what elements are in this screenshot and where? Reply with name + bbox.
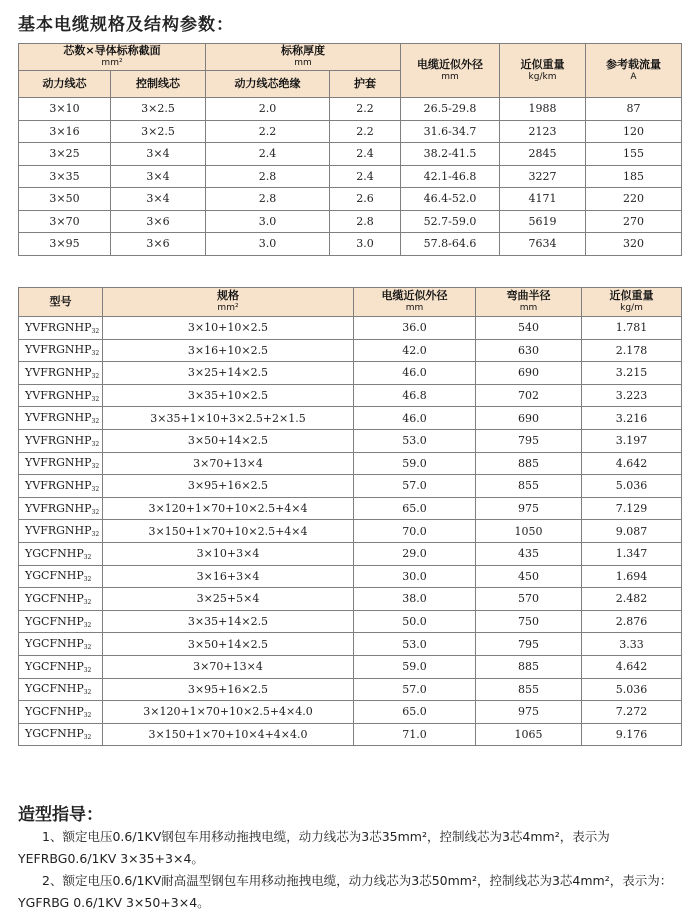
table-row bbox=[19, 723, 682, 746]
table-cell: 9.087 bbox=[582, 520, 682, 543]
table-cell: 50.0 bbox=[354, 610, 476, 633]
table-cell: 3.0 bbox=[206, 233, 330, 256]
table-cell: 42.0 bbox=[354, 339, 476, 362]
model-cell: $YVFRGNHP_{32}$ bbox=[19, 475, 103, 498]
table-cell: 42.1-46.8 bbox=[401, 165, 500, 188]
model-cell: $YVFRGNHP_{32}$ bbox=[19, 317, 103, 340]
header-control-core: 控制线芯 bbox=[111, 71, 206, 98]
table-cell: 53.0 bbox=[354, 633, 476, 656]
model-cell: $YGCFNHP_{32}$ bbox=[19, 588, 103, 611]
table-cell: 3×16+10×2.5 bbox=[103, 339, 354, 362]
table-row bbox=[19, 701, 682, 724]
table-row bbox=[19, 475, 682, 498]
table-cell: 2.8 bbox=[206, 165, 330, 188]
table-cell: 3×120+1×70+10×2.5+4×4 bbox=[103, 497, 354, 520]
header-sheath: 护套 bbox=[330, 71, 401, 98]
table-cell: 220 bbox=[586, 188, 682, 211]
table-cell: 30.0 bbox=[354, 565, 476, 588]
table-cell: 3×6 bbox=[111, 233, 206, 256]
table-cell: 885 bbox=[476, 655, 582, 678]
table-cell: 855 bbox=[476, 475, 582, 498]
guide-paragraph-1: 1、额定电压0.6/1KV钢包车用移动拖拽电缆，动力线芯为3芯35mm²，控制线芯为3芯4mm²，表示为YEFRBG0.6/1KV 3×35+3×4。 bbox=[18, 829, 610, 866]
table-row bbox=[19, 588, 682, 611]
table-cell: 3.33 bbox=[582, 633, 682, 656]
header-model: 型号 bbox=[19, 288, 103, 317]
table-cell: 3×25+5×4 bbox=[103, 588, 354, 611]
table-cell: 3×16+3×4 bbox=[103, 565, 354, 588]
table-cell: 3.0 bbox=[330, 233, 401, 256]
table-cell: 975 bbox=[476, 701, 582, 724]
table-cell: 702 bbox=[476, 384, 582, 407]
header-insulation: 动力线芯绝缘 bbox=[206, 71, 330, 98]
table-cell: 3×16 bbox=[19, 120, 111, 143]
table-row bbox=[19, 339, 682, 362]
table-cell: 3×50+14×2.5 bbox=[103, 633, 354, 656]
table-cell: 1065 bbox=[476, 723, 582, 746]
table-cell: 2.876 bbox=[582, 610, 682, 633]
table-cell: 2.178 bbox=[582, 339, 682, 362]
table-cell: 46.0 bbox=[354, 407, 476, 430]
table-row bbox=[19, 317, 682, 340]
header-core-section: 芯数×导体标称截面 mm² bbox=[19, 44, 206, 71]
table-cell: 3×35+14×2.5 bbox=[103, 610, 354, 633]
table-row bbox=[19, 188, 682, 211]
table-row bbox=[19, 497, 682, 520]
model-cell: $YVFRGNHP_{32}$ bbox=[19, 429, 103, 452]
table-cell: 65.0 bbox=[354, 701, 476, 724]
table-cell: 3.223 bbox=[582, 384, 682, 407]
table-cell: 57.8-64.6 bbox=[401, 233, 500, 256]
model-cell: $YVFRGNHP_{32}$ bbox=[19, 384, 103, 407]
table-cell: 3×35 bbox=[19, 165, 111, 188]
table-cell: 3×95 bbox=[19, 233, 111, 256]
model-cell: $YGCFNHP_{32}$ bbox=[19, 610, 103, 633]
table-cell: 46.4-52.0 bbox=[401, 188, 500, 211]
table-cell: 3227 bbox=[500, 165, 586, 188]
table-row bbox=[19, 542, 682, 565]
table-cell: 2.0 bbox=[206, 98, 330, 121]
header-weight: 近似重量 kg/m bbox=[582, 288, 682, 317]
table-cell: 57.0 bbox=[354, 678, 476, 701]
table-cell: 855 bbox=[476, 678, 582, 701]
table-row bbox=[19, 452, 682, 475]
table-cell: 3×120+1×70+10×2.5+4×4.0 bbox=[103, 701, 354, 724]
table-cell: 690 bbox=[476, 362, 582, 385]
table-cell: 26.5-29.8 bbox=[401, 98, 500, 121]
table-cell: 38.2-41.5 bbox=[401, 143, 500, 166]
header-current: 参考载流量 A bbox=[586, 44, 682, 98]
table-cell: 2.2 bbox=[206, 120, 330, 143]
guide-paragraph-2: 2、额定电压0.6/1KV耐高温型钢包车用移动拖拽电缆，动力线芯为3芯50mm²，控制线芯为3芯4mm²，表示为：YGFRBG 0.6/1KV 3×50+3×4。 bbox=[18, 873, 673, 910]
spec-structure-table bbox=[18, 43, 682, 256]
table-cell: 7634 bbox=[500, 233, 586, 256]
table-cell: 57.0 bbox=[354, 475, 476, 498]
table-row bbox=[19, 610, 682, 633]
table-cell: 3.197 bbox=[582, 429, 682, 452]
table-cell: 1.694 bbox=[582, 565, 682, 588]
table-cell: 185 bbox=[586, 165, 682, 188]
table-cell: 70.0 bbox=[354, 520, 476, 543]
table-cell: 9.176 bbox=[582, 723, 682, 746]
table-cell: 1050 bbox=[476, 520, 582, 543]
model-cell: $YGCFNHP_{32}$ bbox=[19, 701, 103, 724]
table-cell: 3.215 bbox=[582, 362, 682, 385]
table-cell: 2.8 bbox=[330, 210, 401, 233]
page-title: 基本电缆规格及结构参数： bbox=[18, 15, 234, 35]
table-cell: 59.0 bbox=[354, 452, 476, 475]
table-cell: 155 bbox=[586, 143, 682, 166]
table-cell: 450 bbox=[476, 565, 582, 588]
table-cell: 3×35+10×2.5 bbox=[103, 384, 354, 407]
table-cell: 3×70+13×4 bbox=[103, 452, 354, 475]
table-row bbox=[19, 520, 682, 543]
table-row bbox=[19, 678, 682, 701]
table-cell: 5619 bbox=[500, 210, 586, 233]
table-row bbox=[19, 233, 682, 256]
table-cell: 975 bbox=[476, 497, 582, 520]
table-cell: 4.642 bbox=[582, 655, 682, 678]
header-outer-diameter: 电缆近似外径 mm bbox=[354, 288, 476, 317]
table-cell: 570 bbox=[476, 588, 582, 611]
header-power-core: 动力线芯 bbox=[19, 71, 111, 98]
table-cell: 29.0 bbox=[354, 542, 476, 565]
guide-title: 造型指导： bbox=[18, 805, 103, 825]
table-cell: 3×150+1×70+10×2.5+4×4 bbox=[103, 520, 354, 543]
table-row bbox=[19, 120, 682, 143]
table-cell: 3.216 bbox=[582, 407, 682, 430]
table-cell: 4171 bbox=[500, 188, 586, 211]
table-cell: 2845 bbox=[500, 143, 586, 166]
table-cell: 3×70 bbox=[19, 210, 111, 233]
table-cell: 7.129 bbox=[582, 497, 682, 520]
table-cell: 3×2.5 bbox=[111, 120, 206, 143]
table-cell: 3×95+16×2.5 bbox=[103, 475, 354, 498]
table-cell: 5.036 bbox=[582, 475, 682, 498]
table-cell: 71.0 bbox=[354, 723, 476, 746]
table-cell: 540 bbox=[476, 317, 582, 340]
table-cell: 2.4 bbox=[330, 165, 401, 188]
table-cell: 3×25 bbox=[19, 143, 111, 166]
model-cell: $YVFRGNHP_{32}$ bbox=[19, 452, 103, 475]
table-cell: 1.347 bbox=[582, 542, 682, 565]
table-cell: 3×70+13×4 bbox=[103, 655, 354, 678]
table-cell: 2.2 bbox=[330, 120, 401, 143]
table-cell: 435 bbox=[476, 542, 582, 565]
table-row bbox=[19, 98, 682, 121]
table-row bbox=[19, 565, 682, 588]
table-row bbox=[19, 407, 682, 430]
table-cell: 3×6 bbox=[111, 210, 206, 233]
table-cell: 3×150+1×70+10×4+4×4.0 bbox=[103, 723, 354, 746]
table-cell: 630 bbox=[476, 339, 582, 362]
model-cell: $YVFRGNHP_{32}$ bbox=[19, 362, 103, 385]
table-cell: 87 bbox=[586, 98, 682, 121]
table-cell: 53.0 bbox=[354, 429, 476, 452]
table-cell: 2.8 bbox=[206, 188, 330, 211]
table-cell: 3×2.5 bbox=[111, 98, 206, 121]
table-cell: 36.0 bbox=[354, 317, 476, 340]
table-cell: 3×4 bbox=[111, 165, 206, 188]
table-cell: 3×4 bbox=[111, 143, 206, 166]
table-cell: 1.781 bbox=[582, 317, 682, 340]
table-cell: 3×10+3×4 bbox=[103, 542, 354, 565]
header-bend-radius: 弯曲半径 mm bbox=[476, 288, 582, 317]
table-cell: 38.0 bbox=[354, 588, 476, 611]
table-cell: 795 bbox=[476, 633, 582, 656]
table-cell: 46.0 bbox=[354, 362, 476, 385]
table-cell: 2.6 bbox=[330, 188, 401, 211]
model-cell: $YVFRGNHP_{32}$ bbox=[19, 407, 103, 430]
table-cell: 65.0 bbox=[354, 497, 476, 520]
table-cell: 52.7-59.0 bbox=[401, 210, 500, 233]
header-outer-diameter: 电缆近似外径 mm bbox=[401, 44, 500, 98]
table-cell: 3×35+1×10+3×2.5+2×1.5 bbox=[103, 407, 354, 430]
table-cell: 2.482 bbox=[582, 588, 682, 611]
model-spec-table bbox=[18, 287, 682, 746]
table-row bbox=[19, 165, 682, 188]
table-cell: 270 bbox=[586, 210, 682, 233]
table-cell: 59.0 bbox=[354, 655, 476, 678]
table-cell: 3×50+14×2.5 bbox=[103, 429, 354, 452]
table-row bbox=[19, 429, 682, 452]
table-cell: 3×10+10×2.5 bbox=[103, 317, 354, 340]
table-cell: 3×50 bbox=[19, 188, 111, 211]
table-cell: 3×10 bbox=[19, 98, 111, 121]
table-cell: 2.4 bbox=[206, 143, 330, 166]
model-cell: $YGCFNHP_{32}$ bbox=[19, 723, 103, 746]
table-cell: 3.0 bbox=[206, 210, 330, 233]
table-cell: 320 bbox=[586, 233, 682, 256]
table-cell: 7.272 bbox=[582, 701, 682, 724]
model-cell: $YGCFNHP_{32}$ bbox=[19, 655, 103, 678]
table-cell: 690 bbox=[476, 407, 582, 430]
model-cell: $YGCFNHP_{32}$ bbox=[19, 678, 103, 701]
table-row bbox=[19, 655, 682, 678]
table-row bbox=[19, 362, 682, 385]
table-cell: 885 bbox=[476, 452, 582, 475]
table-cell: 3×95+16×2.5 bbox=[103, 678, 354, 701]
table-cell: 1988 bbox=[500, 98, 586, 121]
table-row bbox=[19, 210, 682, 233]
table-cell: 2.2 bbox=[330, 98, 401, 121]
table-cell: 5.036 bbox=[582, 678, 682, 701]
table-cell: 46.8 bbox=[354, 384, 476, 407]
header-spec: 规格 mm² bbox=[103, 288, 354, 317]
table-cell: 4.642 bbox=[582, 452, 682, 475]
model-cell: $YGCFNHP_{32}$ bbox=[19, 565, 103, 588]
table-cell: 2123 bbox=[500, 120, 586, 143]
table-cell: 750 bbox=[476, 610, 582, 633]
table-cell: 2.4 bbox=[330, 143, 401, 166]
model-cell: $YGCFNHP_{32}$ bbox=[19, 542, 103, 565]
table-cell: 120 bbox=[586, 120, 682, 143]
model-cell: $YVFRGNHP_{32}$ bbox=[19, 520, 103, 543]
model-cell: $YVFRGNHP_{32}$ bbox=[19, 339, 103, 362]
table-row bbox=[19, 143, 682, 166]
model-cell: $YGCFNHP_{32}$ bbox=[19, 633, 103, 656]
table-cell: 3×4 bbox=[111, 188, 206, 211]
table-cell: 31.6-34.7 bbox=[401, 120, 500, 143]
table-cell: 3×25+14×2.5 bbox=[103, 362, 354, 385]
header-weight: 近似重量 kg/km bbox=[500, 44, 586, 98]
table-row bbox=[19, 384, 682, 407]
table-row bbox=[19, 633, 682, 656]
table-cell: 795 bbox=[476, 429, 582, 452]
model-cell: $YVFRGNHP_{32}$ bbox=[19, 497, 103, 520]
header-nominal-thickness: 标称厚度 mm bbox=[206, 44, 401, 71]
